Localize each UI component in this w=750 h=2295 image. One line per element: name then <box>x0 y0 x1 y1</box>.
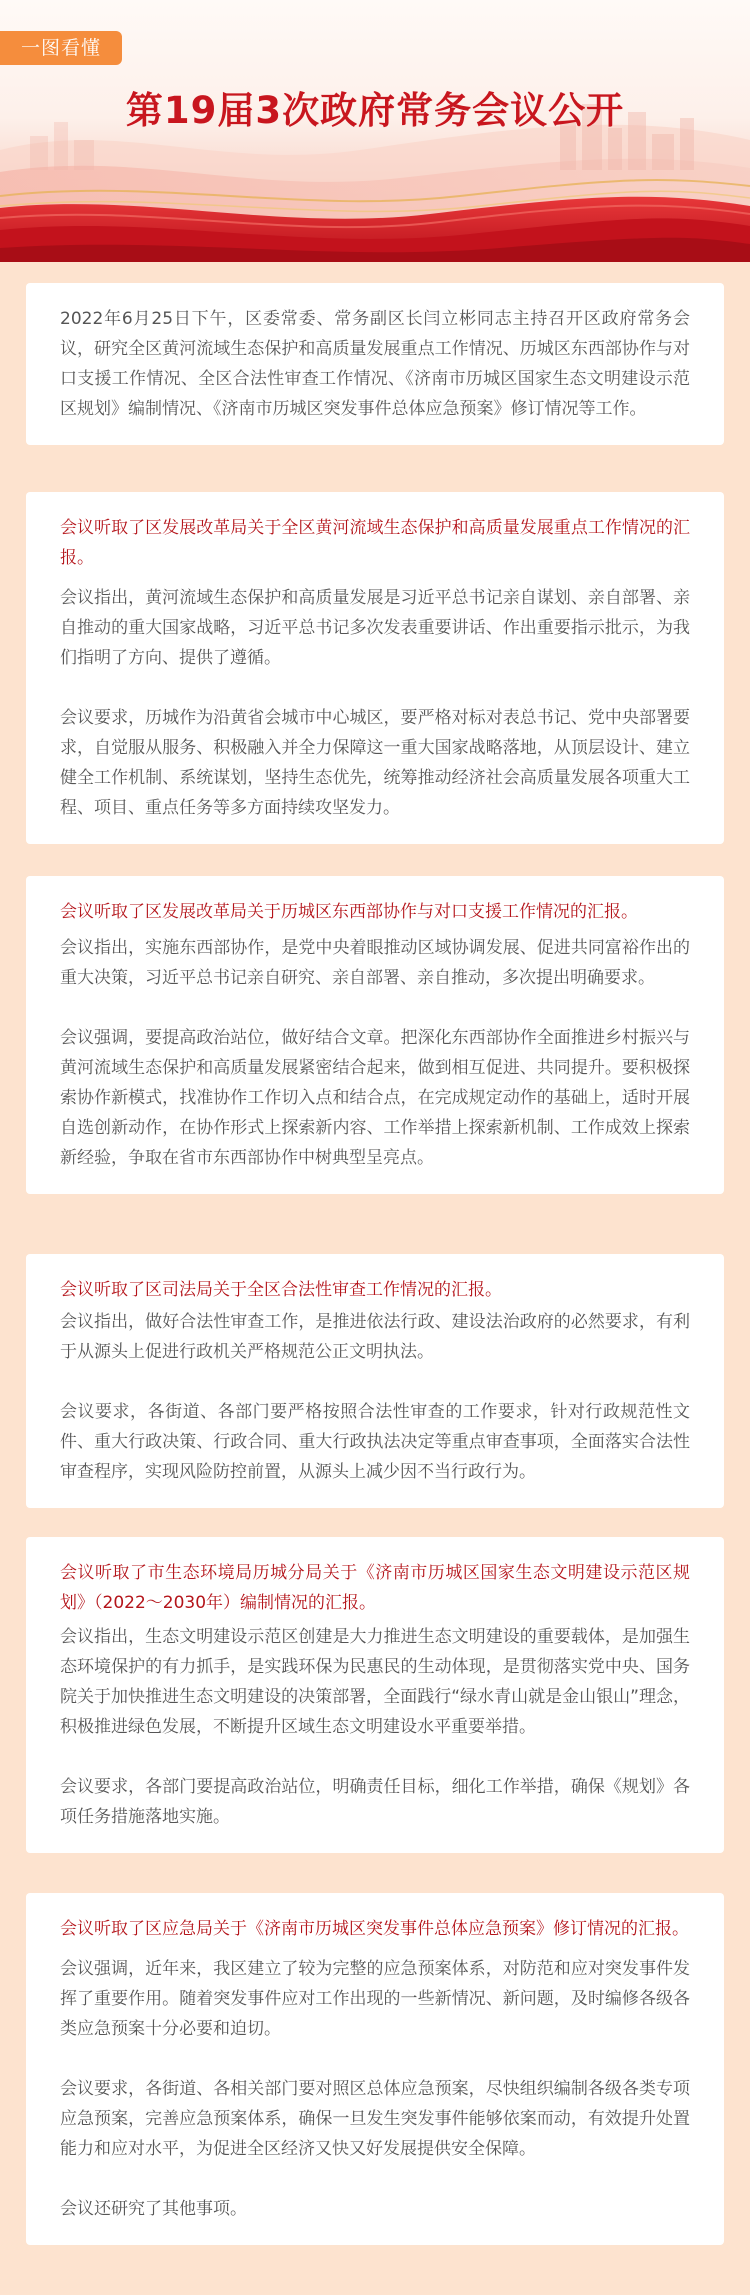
section-paragraph: 会议要求，各街道、各相关部门要对照区总体应急预案，尽快组织编制各级各类专项应急预案，完善应急预案体系，确保一旦发生突发事件能够依案而动，有效提升处置能力和应对水平，为促进全区经济又快又好发展提供安全保障。 <box>60 2079 690 2159</box>
section-paragraph: 会议指出，生态文明建设示范区创建是大力推进生态文明建设的重要载体，是加强生态环境保护的有力抓手，是实践环保为民惠民的生动体现，是贯彻落实党中央、国务院关于加快推进生态文明建设的决策部署，全面践行“绿水青山就是金山银山”理念，积极推进绿色发展，不断提升区域生态文明建设水平重要举措。 <box>60 1627 690 1737</box>
section-paragraph: 会议指出，实施东西部协作，是党中央着眼推动区域协调发展、促进共同富裕作出的重大决策，习近平总书记亲自研究、亲自部署、亲自推动，多次提出明确要求。 <box>60 938 690 988</box>
section-lead: 会议听取了区应急局关于《济南市历城区突发事件总体应急预案》修订情况的汇报。 <box>60 1919 689 1939</box>
section-card-4 <box>26 1537 724 1853</box>
section-lead: 会议听取了市生态环境局历城分局关于《济南市历城区国家生态文明建设示范区规划》（2022～2030年）编制情况的汇报。 <box>60 1563 690 1613</box>
header-tag: 一图看懂 <box>0 31 122 65</box>
section-paragraph: 会议要求，各部门要提高政治站位，明确责任目标，细化工作举措，确保《规划》各项任务措施落地实施。 <box>60 1777 690 1827</box>
section-paragraph: 会议还研究了其他事项。 <box>60 2199 247 2219</box>
section-paragraph: 会议指出，黄河流域生态保护和高质量发展是习近平总书记亲自谋划、亲自部署、亲自推动的重大国家战略，习近平总书记多次发表重要讲话、作出重要指示批示，为我们指明了方向、提供了遵循。 <box>60 588 690 668</box>
section-paragraph: 会议要求，各街道、各部门要严格按照合法性审查的工作要求，针对行政规范性文件、重大行政决策、行政合同、重大行政执法决定等重点审查事项，全面落实合法性审查程序，实现风险防控前置，从源头上减少因不当行政行为。 <box>60 1402 690 1482</box>
section-card-3 <box>26 1254 724 1508</box>
section-lead: 会议听取了区发展改革局关于全区黄河流域生态保护和高质量发展重点工作情况的汇报。 <box>60 518 690 568</box>
intro-card <box>26 283 724 445</box>
section-lead: 会议听取了区发展改革局关于历城区东西部协作与对口支援工作情况的汇报。 <box>60 902 638 922</box>
section-paragraph: 会议强调，近年来，我区建立了较为完整的应急预案体系，对防范和应对突发事件发挥了重要作用。随着突发事件应对工作出现的一些新情况、新问题，及时编修各级各类应急预案十分必要和迫切。 <box>60 1959 690 2039</box>
section-paragraph: 会议指出，做好合法性审查工作，是推进依法行政、建设法治政府的必然要求，有利于从源头上促进行政机关严格规范公正文明执法。 <box>60 1312 690 1362</box>
intro-text: 2022年6月25日下午，区委常委、常务副区长闫立彬同志主持召开区政府常务会议，研究全区黄河流域生态保护和高质量发展重点工作情况、历城区东西部协作与对口支援工作情况、全区合法性审查工作情况、《济南市历城区国家生态文明建设示范区规划》编制情况、《济南市历城区突发事件总体应急预案》修订情况等工作。 <box>60 309 690 419</box>
section-card-2 <box>26 876 724 1194</box>
section-paragraph: 会议强调，要提高政治站位，做好结合文章。把深化东西部协作全面推进乡村振兴与黄河流域生态保护和高质量发展紧密结合起来，做到相互促进、共同提升。要积极探索协作新模式，找准协作工作切入点和结合点，在完成规定动作的基础上，适时开展自选创新动作，在协作形式上探索新内容、工作举措上探索新机制、工作成效上探索新经验，争取在省市东西部协作中树典型呈亮点。 <box>60 1028 690 1168</box>
header-banner <box>0 0 750 262</box>
section-paragraph: 会议要求，历城作为沿黄省会城市中心城区，要严格对标对表总书记、党中央部署要求，自觉服从服务、积极融入并全力保障这一重大国家战略落地，从顶层设计、建立健全工作机制、系统谋划，坚持生态优先，统筹推动经济社会高质量发展各项重大工程、项目、重点任务等多方面持续攻坚发力。 <box>60 708 690 818</box>
section-lead: 会议听取了区司法局关于全区合法性审查工作情况的汇报。 <box>60 1280 502 1300</box>
page-title: 第19届3次政府常务会议公开 <box>125 89 625 132</box>
section-card-5 <box>26 1893 724 2245</box>
section-card-1 <box>26 492 724 844</box>
